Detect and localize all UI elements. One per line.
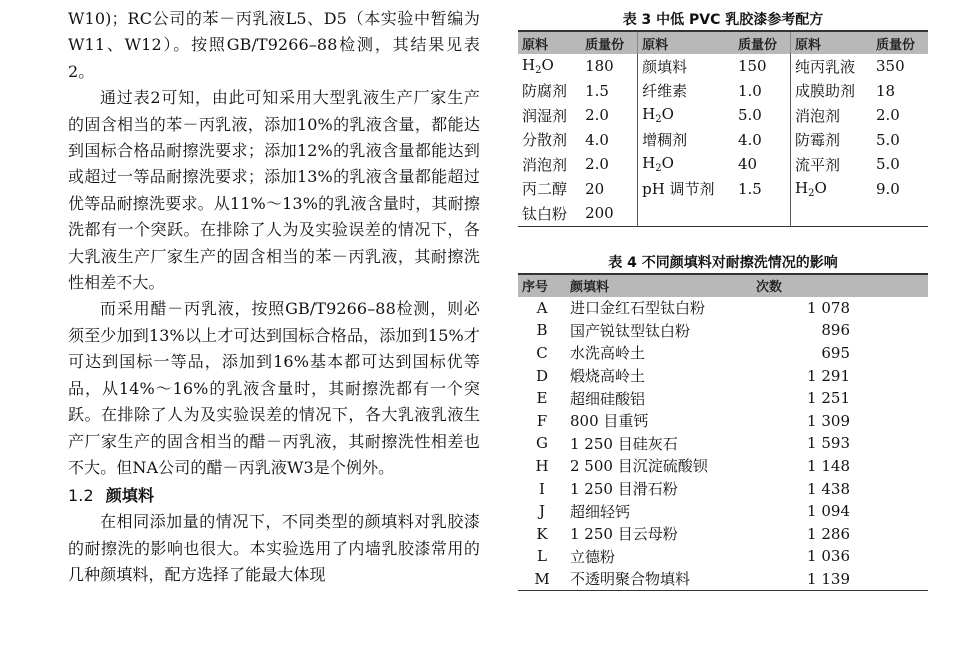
table-cell: 1 078 bbox=[807, 298, 850, 317]
table-row bbox=[518, 545, 928, 568]
table-cell: 钛白粉 bbox=[522, 204, 568, 223]
table-cell: 1 139 bbox=[807, 569, 850, 588]
table-cell: 896 bbox=[821, 321, 850, 340]
table3-header-row bbox=[518, 31, 928, 54]
table-cell: 国产锐钛型钛白粉 bbox=[570, 321, 691, 340]
table-cell: G bbox=[536, 434, 548, 453]
table-cell: H bbox=[535, 456, 549, 475]
table-cell: A bbox=[536, 298, 548, 317]
table-cell: 进口金红石型钛白粉 bbox=[570, 299, 706, 318]
table-row bbox=[518, 297, 928, 320]
table4-header: 次数 bbox=[752, 274, 928, 297]
table-cell: 1 250 目滑石粉 bbox=[570, 480, 678, 499]
table-cell: pH 调节剂 bbox=[642, 180, 715, 199]
table-cell: 5.0 bbox=[876, 155, 900, 174]
paragraph: 通过表2可知，由此可知采用大型乳液生产厂家生产的固含相当的苯－丙乳液，添加10%的乳液含量，都能达到国标合格品耐擦洗要求；添加12%的乳液含量都能达到或超过一等品耐擦洗要求；添加13%的乳液含量都能超过优等品耐擦洗要求。从11%～13%的乳液含量时，其耐擦洗都有一个突跃。在排除了人为及实验误差的情况下，各大乳液生产厂家生产的固含相当的苯－丙乳液，其耐擦洗性相差不大。 bbox=[68, 88, 480, 293]
table-cell: 1 250 目云母粉 bbox=[570, 525, 678, 544]
table4 bbox=[518, 273, 928, 592]
table-cell: $H_2O$ bbox=[642, 105, 674, 126]
table-cell: 1 036 bbox=[807, 547, 850, 566]
table-cell: 150 bbox=[734, 54, 791, 79]
table-cell: 1 291 bbox=[807, 366, 850, 385]
table-cell: B bbox=[536, 321, 548, 340]
tables-column bbox=[518, 10, 928, 591]
table-cell: 20 bbox=[581, 177, 638, 202]
table-cell: I bbox=[539, 479, 545, 498]
table3-body bbox=[518, 54, 928, 226]
section-number: 1.2 bbox=[68, 486, 94, 506]
table-cell: 180 bbox=[581, 54, 638, 79]
table-cell: 5.0 bbox=[876, 130, 900, 149]
table-cell: 消泡剂 bbox=[794, 106, 840, 125]
table-cell: 不透明聚合物填料 bbox=[570, 570, 691, 589]
table-row bbox=[518, 568, 928, 591]
section-heading bbox=[68, 483, 480, 509]
table-cell: M bbox=[534, 569, 550, 588]
table-cell: 5.0 bbox=[734, 103, 791, 128]
table-row bbox=[518, 409, 928, 432]
table-cell: 1 286 bbox=[807, 524, 850, 543]
table3-header: 原料 bbox=[790, 31, 872, 54]
paragraph: 而采用醋－丙乳液，按照GB/T9266–88检测，则必须至少加到13%以上才可达到国标合格品，添加到15%才可达到国标一等品，添加到16%基本都可达到国标优等品，从14%～16%的乳液含量时，其耐擦洗都有一个突跃。在排除了人为及实验误差的情况下，各大乳液乳液生产厂家生产的固含相当的醋－丙乳液，其耐擦洗性相差也不大。但NA公司的醋－丙乳液W3是个例外。 bbox=[68, 299, 480, 477]
table-cell: 增稠剂 bbox=[642, 131, 688, 150]
table-row bbox=[518, 319, 928, 342]
table-row bbox=[518, 387, 928, 410]
table-row bbox=[518, 364, 928, 387]
table-cell: 颜填料 bbox=[642, 57, 688, 76]
table-cell: 1 094 bbox=[807, 502, 850, 521]
table-cell: $H_2O$ bbox=[794, 178, 827, 199]
table-cell: 4.0 bbox=[581, 128, 638, 153]
table-cell: L bbox=[537, 547, 547, 566]
section-title: 颜填料 bbox=[105, 486, 155, 506]
table-cell: 1 309 bbox=[807, 411, 850, 430]
table-cell: 800 目重钙 bbox=[570, 412, 649, 431]
table-cell: D bbox=[535, 366, 549, 385]
table-row bbox=[518, 500, 928, 523]
table-cell: 流平剂 bbox=[794, 155, 840, 174]
table-cell: 1.5 bbox=[581, 79, 638, 104]
table-cell: 纯丙乳液 bbox=[794, 57, 855, 76]
table-row bbox=[518, 177, 928, 202]
table-row bbox=[518, 152, 928, 177]
table-row bbox=[518, 103, 928, 128]
table-cell: 9.0 bbox=[876, 179, 900, 198]
table-cell: 超细轻钙 bbox=[570, 502, 631, 521]
table-cell: 4.0 bbox=[734, 128, 791, 153]
table-row bbox=[518, 455, 928, 478]
table-cell: 200 bbox=[581, 201, 638, 226]
table-cell: 695 bbox=[821, 343, 850, 362]
table4-header-row bbox=[518, 274, 928, 297]
table-cell bbox=[734, 201, 791, 226]
table-row bbox=[518, 79, 928, 104]
table3-header: 质量份 bbox=[581, 31, 638, 54]
table-cell: F bbox=[536, 411, 548, 430]
table-cell: 1 438 bbox=[807, 479, 850, 498]
table3-header: 原料 bbox=[518, 31, 581, 54]
table-cell: 1 593 bbox=[807, 434, 850, 453]
table3-header: 质量份 bbox=[872, 31, 928, 54]
table-cell: 立德粉 bbox=[570, 547, 616, 566]
table4-body bbox=[518, 297, 928, 591]
table4-header: 颜填料 bbox=[566, 274, 752, 297]
table-cell: 1 251 bbox=[807, 389, 850, 408]
table-cell: 18 bbox=[876, 81, 896, 100]
table-cell: 2.0 bbox=[581, 152, 638, 177]
table-cell: 超细硅酸铝 bbox=[570, 389, 646, 408]
table-row bbox=[518, 128, 928, 153]
table-cell: 2.0 bbox=[876, 106, 900, 125]
table-row bbox=[518, 201, 928, 226]
table-cell: 丙二醇 bbox=[522, 180, 568, 199]
table-cell: 润湿剂 bbox=[522, 106, 568, 125]
table3 bbox=[518, 30, 928, 227]
table3-header: 原料 bbox=[638, 31, 734, 54]
table-row bbox=[518, 54, 928, 79]
table-cell: 煅烧高岭土 bbox=[570, 367, 646, 386]
table-cell: 2.0 bbox=[581, 103, 638, 128]
paragraph: W10)；RC公司的苯－丙乳液L5、D5（本实验中暂编为W11、W12）。按照GB/T9266–88检测，其结果见表2。 bbox=[68, 9, 480, 81]
table-row bbox=[518, 432, 928, 455]
paragraph: 在相同添加量的情况下，不同类型的颜填料对乳胶漆的耐擦洗的影响也很大。本实验选用了内墙乳胶漆常用的几种颜填料，配方选择了能最大体现 bbox=[68, 512, 480, 585]
table-row bbox=[518, 477, 928, 500]
table-row bbox=[518, 522, 928, 545]
table-cell bbox=[638, 201, 734, 226]
table-cell: 成膜助剂 bbox=[794, 82, 855, 101]
table-cell: E bbox=[536, 389, 548, 408]
table-cell: 1.0 bbox=[734, 79, 791, 104]
table-cell: 防霉剂 bbox=[794, 131, 840, 150]
table-cell: 1 148 bbox=[807, 456, 850, 475]
table-cell: $H_2O$ bbox=[642, 154, 674, 175]
table-cell: 1 250 目硅灰石 bbox=[570, 434, 678, 453]
table-cell: C bbox=[536, 343, 548, 362]
table-cell: 350 bbox=[876, 57, 905, 76]
table-cell: J bbox=[538, 502, 545, 521]
table-cell: 水洗高岭土 bbox=[570, 344, 646, 363]
table4-header: 序号 bbox=[518, 274, 566, 297]
table-cell: 40 bbox=[734, 152, 791, 177]
table-cell: 1.5 bbox=[734, 177, 791, 202]
body-text-column bbox=[68, 6, 480, 589]
table-cell bbox=[790, 201, 872, 226]
table-cell: K bbox=[536, 524, 548, 543]
table-cell: 2 500 目沉淀硫酸钡 bbox=[570, 457, 708, 476]
table-cell: 纤维素 bbox=[642, 82, 688, 101]
table4-caption: 表 4 不同颜填料对耐擦洗情况的影响 bbox=[608, 254, 838, 271]
table-cell: 防腐剂 bbox=[522, 82, 568, 101]
table3-caption: 表 3 中低 PVC 乳胶漆参考配方 bbox=[622, 12, 824, 28]
table-cell: 分散剂 bbox=[522, 131, 568, 150]
table3-header: 质量份 bbox=[734, 31, 791, 54]
table-cell bbox=[872, 201, 928, 226]
table-cell: $H_2O$ bbox=[522, 56, 554, 77]
table-cell: 消泡剂 bbox=[522, 155, 568, 174]
table-row bbox=[518, 342, 928, 365]
